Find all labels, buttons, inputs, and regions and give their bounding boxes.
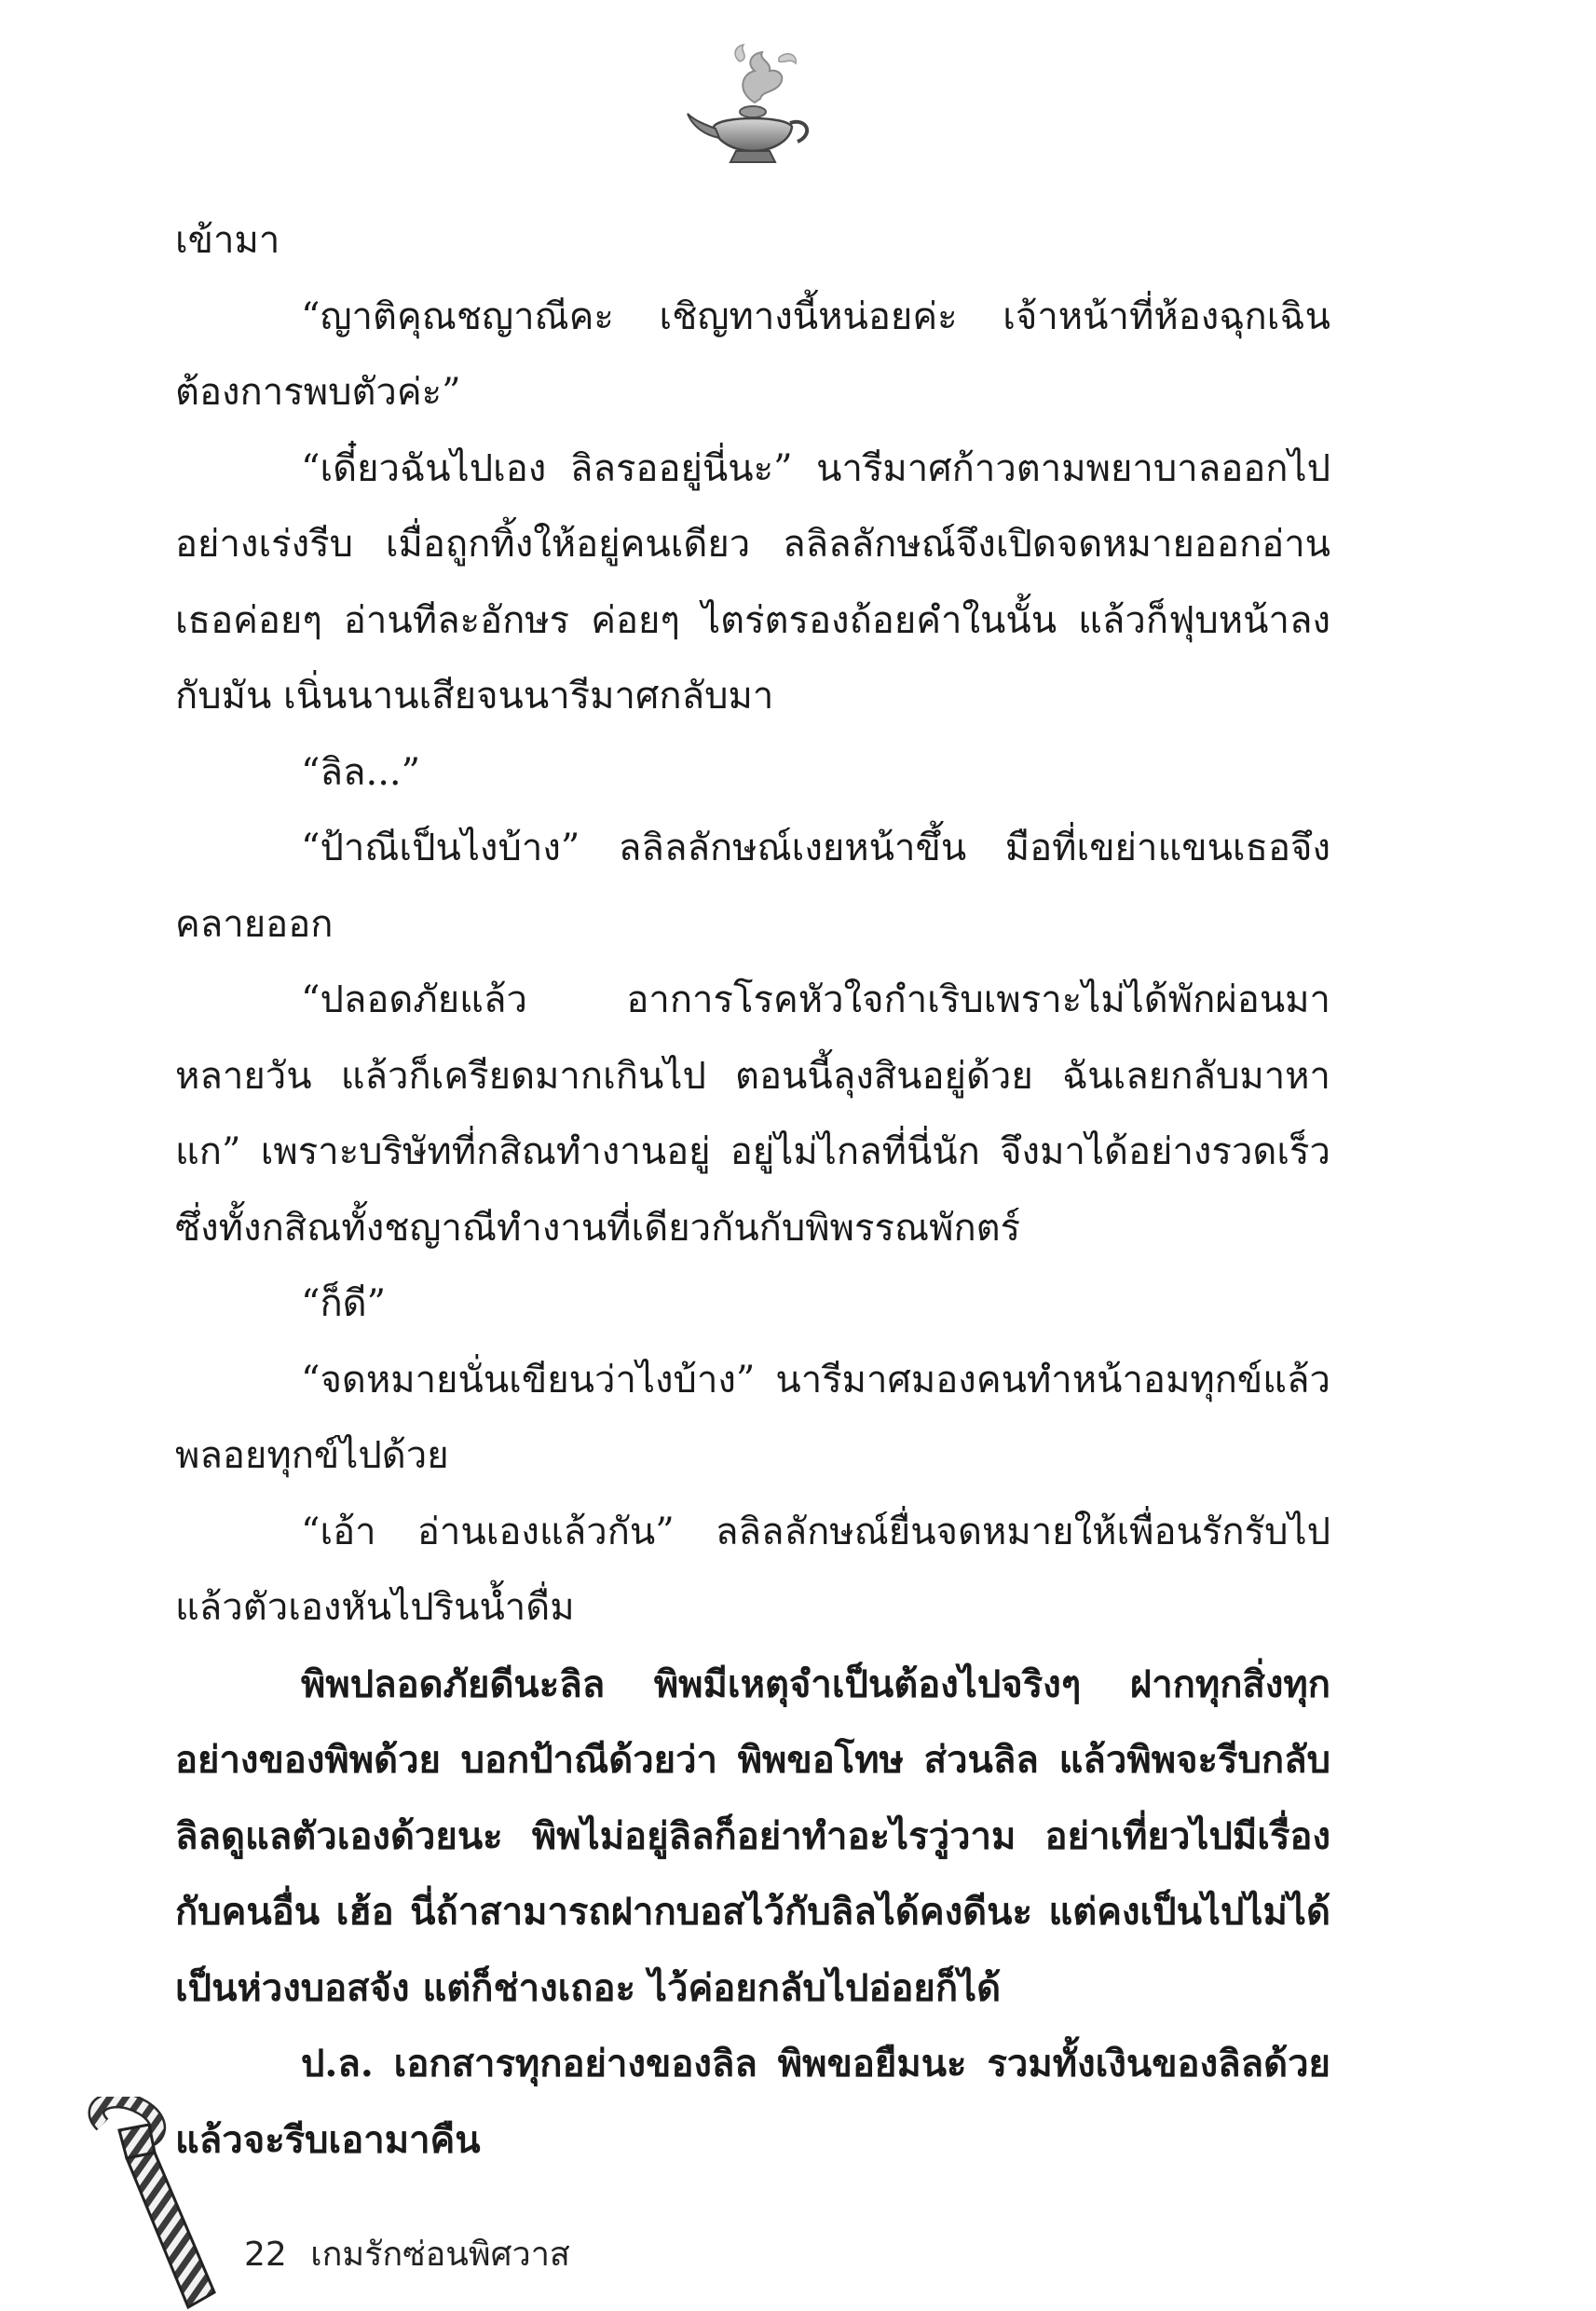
paragraph: “เอ้า อ่านเองแล้วกัน” ลลิลลักษณ์ยื่นจดหมายให้เพื่อนรักรับไปแล้วตัวเองหันไปรินน้ำดื่ม [175,1510,1330,1629]
letter-postscript: ป.ล. เอกสารทุกอย่างของลิล พิพขอยืมนะ รวมทั้งเงินของลิลด้วย แล้วจะรีบเอามาคืน [175,2042,1330,2162]
page-number: 22 [244,2236,287,2274]
genie-lamp-icon [682,37,822,177]
paragraph: “ลิล...” [301,750,421,794]
paragraph: “ญาติคุณชญาณีคะ เชิญทางนี้หน่อยค่ะ เจ้าหน้าที่ห้องฉุกเฉินต้องการพบตัวค่ะ” [175,294,1330,414]
paragraph: “ปลอดภัยแล้ว อาการโรคหัวใจกำเริบเพราะไม่ได้พักผ่อนมาหลายวัน แล้วก็เครียดมากเกินไป ตอนนี้ลุงสินอยู่ด้วย ฉันเลยกลับมาหาแก” เพราะบริษัทที่กสิณทำงานอยู่ อยู่ไม่ไกลที่นี่นัก จึงมาได้อย่างรวดเร็ว ซึ่งทั้งกสิณทั้งชญาณีทำงานที่เดียวกันกับพิพรรณพักตร์ [175,978,1330,1250]
paragraph: “เดี๋ยวฉันไปเอง ลิลรออยู่นี่นะ” นารีมาศก้าวตามพยาบาลออกไปอย่างเร่งรีบ เมื่อถูกทิ้งให้อยู่คนเดียว ลลิลลักษณ์จึงเปิดจดหมายออกอ่าน เธอค่อยๆ อ่านทีละอักษร ค่อยๆ ไตร่ตรองถ้อยคำในนั้น แล้วก็ฟุบหน้าลงกับมัน เนิ่นนานเสียจนนารีมาศกลับมา [175,446,1330,718]
paragraph: “ป้าณีเป็นไงบ้าง” ลลิลลักษณ์เงยหน้าขึ้น มือที่เขย่าแขนเธอจึงคลายออก [175,827,1330,946]
paragraph: “จดหมายนั่นเขียนว่าไงบ้าง” นารีมาศมองคนทำหน้าอมทุกข์แล้วพลอยทุกข์ไปด้วย [175,1358,1330,1477]
body-text [175,203,1330,2178]
page-footer [244,2227,570,2280]
necktie-icon [75,2097,224,2311]
book-title: เกมรักซ่อนพิศวาส [310,2236,570,2274]
paragraph: เข้ามา [175,219,280,262]
letter-text: พิพปลอดภัยดีนะลิล พิพมีเหตุจำเป็นต้องไปจริงๆ ฝากทุกสิ่งทุกอย่างของพิพด้วย บอกป้าณีด้วยว่า พิพขอโทษ ส่วนลิล แล้วพิพจะรีบกลับ ลิลดูแลตัวเองด้วยนะ พิพไม่อยู่ลิลก็อย่าทำอะไรวู่วาม อย่าเที่ยวไปมีเรื่องกับคนอื่น เฮ้อ นี่ถ้าสามารถฝากบอสไว้กับลิลได้คงดีนะ แต่คงเป็นไปไม่ได้ เป็นห่วงบอสจัง แต่ก็ช่างเถอะ ไว้ค่อยกลับไปอ่อยก็ได้ [175,1661,1330,2010]
paragraph: “ก็ดี” [301,1282,387,1325]
